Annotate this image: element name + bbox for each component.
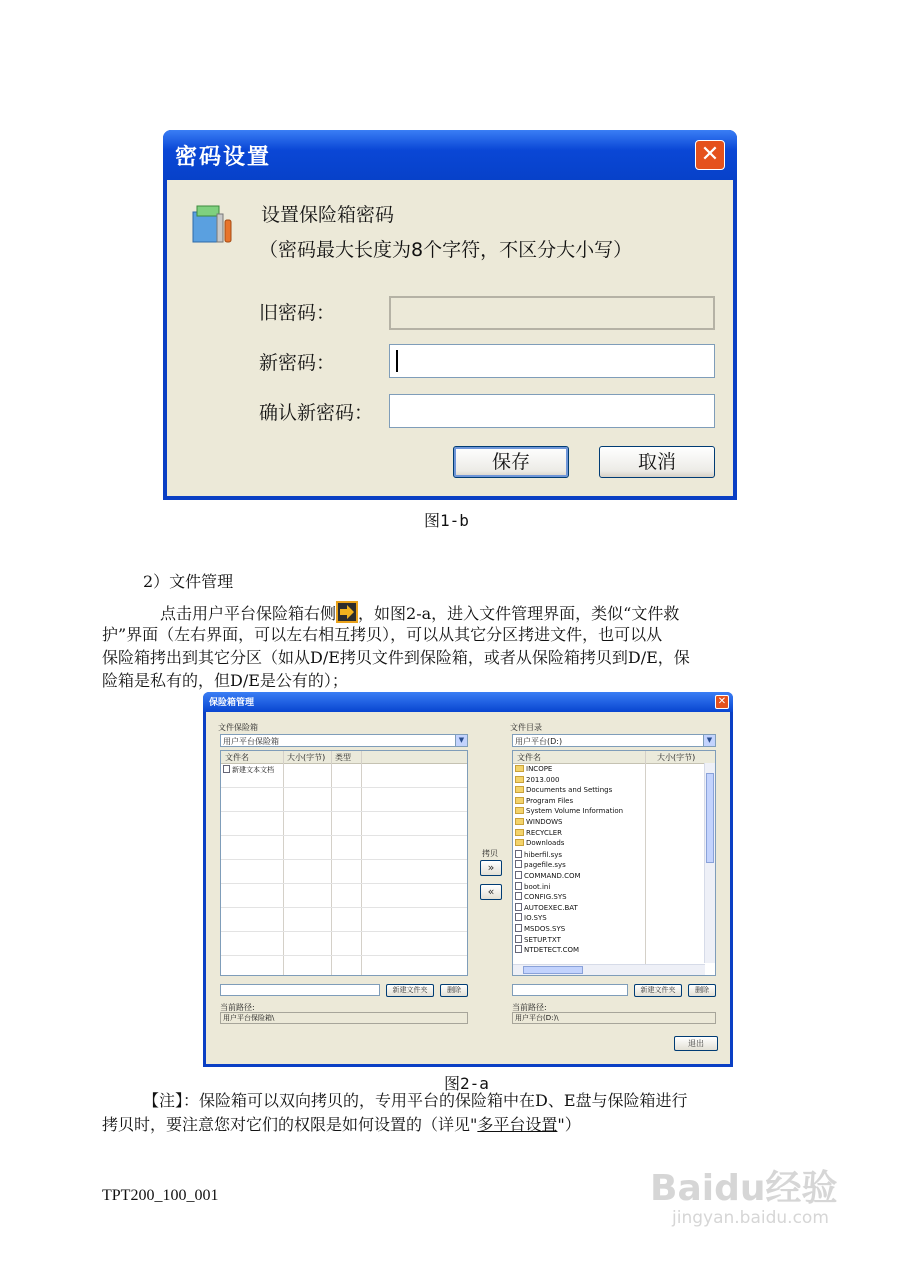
right-delete-button[interactable]: 删除 [688, 984, 716, 997]
folder-icon [515, 786, 524, 793]
file-name: INCOPE [526, 765, 553, 773]
left-new-folder-button[interactable]: 新建文件夹 [386, 984, 434, 997]
new-password-field[interactable] [389, 344, 715, 378]
right-list-header [513, 751, 715, 764]
password-dialog [163, 130, 737, 500]
arrow-right-icon[interactable] [336, 601, 358, 623]
left-list-header [221, 751, 467, 764]
left-input[interactable] [220, 984, 380, 996]
right-new-folder-button[interactable]: 新建文件夹 [634, 984, 682, 997]
left-combo-value: 用户平台保险箱 [223, 737, 279, 746]
list-item[interactable] [515, 839, 564, 849]
file-name: Program Files [526, 796, 574, 805]
save-button[interactable]: 保存 [453, 446, 569, 478]
confirm-password-label: 确认新密码： [259, 402, 374, 424]
file-name: 2013.000 [526, 775, 560, 784]
note-text: "） [557, 1115, 581, 1134]
file-name: pagefile.sys [524, 861, 566, 870]
file-icon [515, 935, 522, 943]
window-titlebar [203, 692, 733, 712]
file-icon [515, 882, 522, 890]
left-path-label: 当前路径: [220, 1003, 255, 1012]
list-item[interactable] [515, 871, 581, 881]
file-icon [515, 945, 522, 953]
file-name: boot.ini [524, 882, 551, 891]
watermark-url: jingyan.baidu.com [672, 1208, 829, 1228]
list-item[interactable] [515, 903, 578, 913]
left-group-label: 文件保险箱 [218, 723, 258, 732]
old-password-label: 旧密码： [259, 302, 336, 324]
list-item[interactable] [515, 776, 559, 786]
column-divider [331, 751, 332, 975]
figure-2a-caption: 图2-a [444, 1074, 489, 1093]
list-item[interactable] [515, 829, 562, 839]
file-name: 新建文本文档 [232, 766, 274, 774]
vault-manager-window [203, 692, 733, 1067]
right-drive-combo[interactable] [512, 734, 716, 747]
section-heading: 2）文件管理 [143, 572, 234, 591]
paragraph-line-3: 保险箱拷出到其它分区（如从D/E拷贝文件到保险箱，或者从保险箱拷贝到D/E，保 [102, 648, 690, 667]
list-item[interactable] [515, 892, 567, 902]
row-divider [221, 787, 467, 788]
paragraph-text: ，如图2-a，进入文件管理界面，类似“文件救 [358, 604, 680, 623]
list-item[interactable] [515, 797, 573, 807]
folder-icon [515, 807, 524, 814]
column-header[interactable]: 文件名 [225, 753, 249, 762]
file-name: hiberfil.sys [524, 850, 563, 859]
file-icon [515, 924, 522, 932]
file-name: IO.SYS [524, 914, 547, 923]
row-divider [221, 859, 467, 860]
window-body [206, 712, 730, 1064]
right-combo-value: 用户平台(D:) [515, 737, 563, 746]
paragraph-line-2: 护”界面（左右界面，可以左右相互拷贝），可以从其它分区拷进文件，也可以从 [102, 625, 663, 644]
right-input[interactable] [512, 984, 628, 996]
note-line-2 [102, 1114, 581, 1136]
folder-icon [515, 818, 524, 825]
old-password-field [389, 296, 715, 330]
right-group-label: 文件目录 [510, 723, 542, 732]
close-icon[interactable]: ✕ [695, 140, 725, 170]
folder-icon [515, 776, 524, 783]
window-title: 保险箱管理 [209, 698, 255, 708]
right-path-label: 当前路径: [512, 1003, 547, 1012]
column-header[interactable]: 文件名 [517, 753, 541, 762]
list-item[interactable] [515, 850, 562, 860]
right-file-list[interactable] [512, 750, 716, 976]
file-name: RECYCLER [526, 828, 563, 837]
file-name: Downloads [526, 839, 565, 848]
list-item[interactable] [515, 924, 565, 934]
chevron-down-icon[interactable]: ▼ [455, 735, 467, 746]
folder-icon [515, 829, 524, 836]
multi-platform-settings-link[interactable]: 多平台设置 [477, 1115, 558, 1134]
file-name: NTDETECT.COM [524, 946, 580, 955]
column-divider [361, 751, 362, 975]
exit-button[interactable]: 退出 [674, 1036, 718, 1051]
text-caret [396, 350, 398, 372]
copy-to-right-button[interactable]: » [480, 860, 502, 876]
list-item[interactable] [515, 882, 550, 892]
file-name: MSDOS.SYS [524, 925, 566, 933]
dialog-heading: 设置保险箱密码 [261, 204, 395, 226]
chevron-down-icon[interactable]: ▼ [703, 735, 715, 746]
file-name: WINDOWS [526, 818, 563, 826]
left-delete-button[interactable]: 删除 [440, 984, 468, 997]
scroll-thumb[interactable] [706, 773, 714, 863]
list-item[interactable] [515, 860, 566, 870]
list-item[interactable] [515, 945, 579, 955]
row-divider [221, 811, 467, 812]
note-line-1: 【注】：保险箱可以双向拷贝的，专用平台的保险箱中在D、E盘与保险箱进行 [143, 1091, 688, 1110]
list-item[interactable] [223, 765, 274, 775]
file-name: SETUP.TXT [524, 935, 561, 944]
file-name: System Volume Information [526, 807, 624, 816]
dialog-note: （密码最大长度为8个字符，不区分大小写） [259, 239, 633, 261]
folder-icon [515, 797, 524, 804]
note-text: 拷贝时，要注意您对它们的权限是如何设置的（详见" [102, 1115, 478, 1134]
left-file-list[interactable] [220, 750, 468, 976]
document-id: TPT200_100_001 [102, 1187, 219, 1204]
file-name: CONFIG.SYS [524, 893, 567, 902]
list-item[interactable] [515, 913, 547, 923]
left-source-combo[interactable] [220, 734, 468, 747]
column-header[interactable]: 类型 [335, 753, 351, 762]
paragraph-line-4: 险箱是私有的，但D/E是公有的）； [102, 671, 348, 690]
folder-icon [515, 765, 524, 772]
file-icon [223, 765, 230, 773]
column-header[interactable]: 大小(字节) [287, 753, 326, 762]
cancel-button[interactable]: 取消 [599, 446, 715, 478]
baidu-watermark: Baidu经验 [650, 1168, 838, 1209]
file-name: AUTOEXEC.BAT [524, 903, 578, 912]
confirm-password-field[interactable] [389, 394, 715, 428]
column-divider [283, 751, 284, 975]
file-name: Documents and Settings [526, 786, 613, 795]
left-path-display: 用户平台保险箱\ [220, 1012, 468, 1024]
vertical-scrollbar[interactable] [704, 763, 715, 963]
paragraph-text: 点击用户平台保险箱右侧 [160, 604, 337, 623]
row-divider [221, 955, 467, 956]
right-path-display: 用户平台(D:)\ [512, 1012, 716, 1024]
row-divider [221, 835, 467, 836]
new-password-label: 新密码： [259, 352, 336, 374]
dialog-body [167, 180, 733, 496]
close-icon[interactable]: ✕ [715, 695, 729, 709]
file-icon [515, 903, 522, 911]
list-item[interactable] [515, 935, 561, 945]
paragraph-line-1 [160, 601, 679, 625]
dialog-title: 密码设置 [175, 145, 272, 170]
row-divider [221, 883, 467, 884]
list-item[interactable] [515, 765, 552, 775]
dialog-titlebar [163, 130, 737, 180]
settings-tools-icon [187, 198, 237, 248]
copy-to-left-button[interactable]: « [480, 884, 502, 900]
figure-1b-caption: 图1-b [424, 511, 469, 530]
column-divider [645, 751, 646, 975]
list-item[interactable] [515, 818, 563, 828]
file-icon [515, 892, 522, 900]
list-item[interactable] [515, 807, 623, 817]
folder-icon [515, 839, 524, 846]
column-header[interactable]: 大小(字节) [657, 753, 696, 762]
file-icon [515, 860, 522, 868]
scroll-thumb[interactable] [523, 966, 583, 974]
file-name: COMMAND.COM [524, 872, 581, 880]
copy-label: 拷贝 [482, 849, 498, 858]
row-divider [221, 931, 467, 932]
horizontal-scrollbar[interactable] [513, 964, 705, 975]
file-icon [515, 871, 522, 879]
list-item[interactable] [515, 786, 612, 796]
file-icon [515, 913, 522, 921]
row-divider [221, 907, 467, 908]
file-icon [515, 850, 522, 858]
